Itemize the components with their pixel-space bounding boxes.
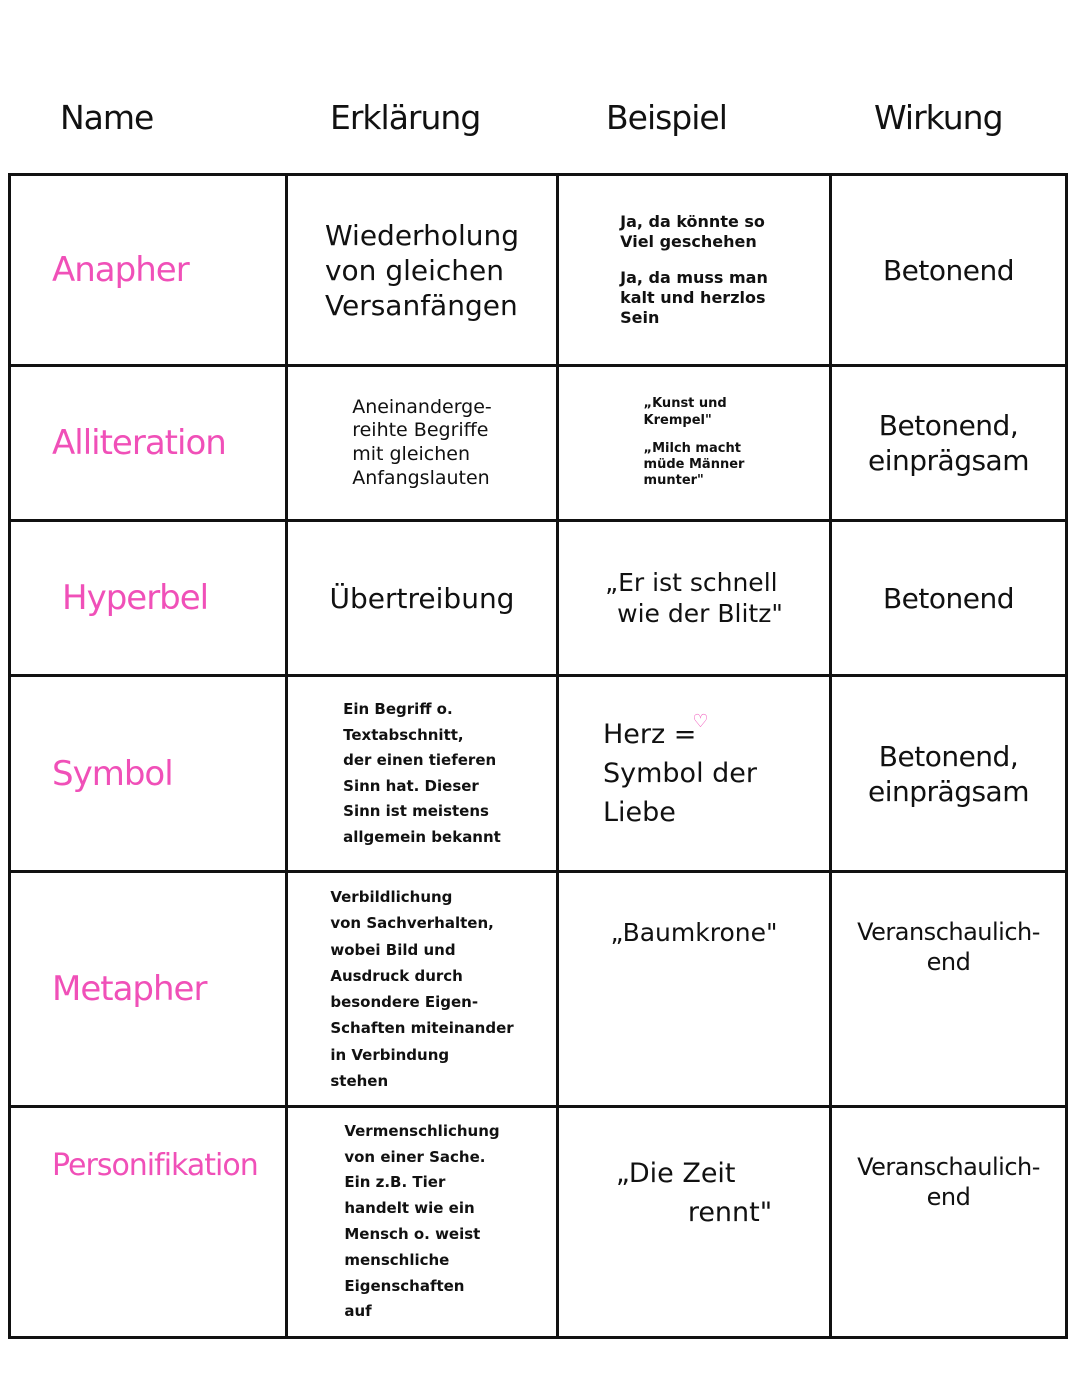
device-effect: Betonend [882, 581, 1015, 615]
device-effect: Veranschaulich- end [857, 1153, 1040, 1211]
device-explanation: Verbildlichung von Sachverhalten, wobei Bild und Ausdruck durch besondere Eigen- Schaften miteinander in Verbindung stehen [330, 888, 514, 1090]
device-explanation: Aneinanderge- reihte Begriffe mit gleichen Anfangslauten [352, 395, 492, 489]
table-header [0, 0, 1080, 170]
device-name: Anapher [52, 250, 189, 290]
header-erklaerung: Erklärung [330, 98, 481, 137]
device-explanation: Übertreibung [329, 581, 515, 615]
device-example: Herz =♡ Symbol der Liebe [603, 710, 758, 829]
table-row [8, 677, 1068, 870]
device-name: Symbol [52, 753, 173, 794]
device-explanation: Vermenschlichung von einer Sache. Ein z.B. Tier handelt wie ein Mensch o. weist menschliche Eigenschaften auf [344, 1121, 500, 1321]
device-explanation: Ein Begriff o. Textabschnitt, der einen tieferen Sinn hat. Dieser Sinn ist meistens allgemein bekannt [343, 700, 501, 846]
device-explanation: Wiederholung von gleichen Versanfängen [324, 218, 520, 322]
table-row [8, 1108, 1068, 1336]
device-effect: Betonend, einprägsam [868, 409, 1029, 477]
table-row [8, 176, 1068, 364]
table-row [8, 522, 1068, 674]
device-example: „Er ist schnell wie der Blitz" [605, 567, 783, 628]
device-example: „Die Zeit rennt" [615, 1158, 773, 1229]
header-beispiel: Beispiel [606, 98, 727, 137]
device-effect: Veranschaulich- end [857, 918, 1040, 976]
device-name: Personifikation [52, 1148, 258, 1183]
device-name: Alliteration [52, 423, 226, 463]
table-row [8, 367, 1068, 519]
header-name: Name [60, 98, 154, 137]
device-effect: Betonend, einprägsam [868, 739, 1029, 808]
device-name: Metapher [52, 969, 207, 1009]
rhetorical-devices-table [8, 173, 1068, 1339]
heart-icon: ♡ [692, 710, 709, 732]
table-row [8, 873, 1068, 1105]
table-border-bottom [8, 1336, 1068, 1339]
device-example: Ja, da könnte so Viel geschehen Ja, da muss man kalt und herzlos Sein [620, 212, 768, 327]
device-example: „Baumkrone" [610, 918, 778, 947]
header-wirkung: Wirkung [874, 98, 1003, 137]
device-name: Hyperbel [62, 578, 209, 618]
device-example: „Kunst und Krempel" „Milch macht müde Männer munter" [643, 396, 745, 489]
device-effect: Betonend [882, 253, 1015, 287]
